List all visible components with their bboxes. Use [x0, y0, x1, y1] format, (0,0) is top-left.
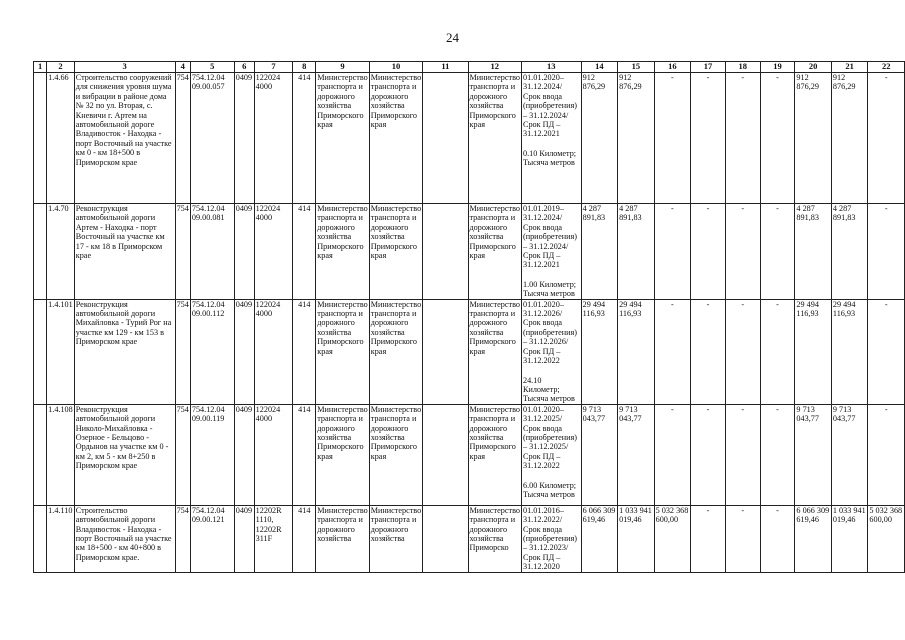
cell-amount: 29 494 116,93 — [581, 299, 617, 404]
cell-empty — [423, 404, 468, 505]
table-row — [34, 505, 905, 572]
cell-object-code: 754.12.04 09.00.121 — [190, 505, 234, 572]
cell-amount: 9 713 043,77 — [831, 404, 867, 505]
cell-section: 0409 — [234, 73, 254, 204]
cell-terms — [521, 505, 581, 572]
cell-amount: 1 033 941 019,46 — [618, 505, 654, 572]
table-row — [34, 299, 905, 404]
cell-amount: - — [725, 505, 760, 572]
cell-amount: 5 032 368 600,00 — [868, 505, 905, 572]
terms-dates: 01.01.2020–31.12.2024/ Срок ввода (приобретения) – 31.12.2024/ Срок ПД – 31.12.2021 — [522, 73, 578, 139]
cell-section: 0409 — [234, 404, 254, 505]
cell-amount: - — [725, 404, 760, 505]
col-header: 11 — [423, 62, 468, 73]
cell-target-item: 122024 4000 — [254, 404, 293, 505]
cell-amount: 912 876,29 — [795, 73, 831, 204]
cell-amount: 9 713 043,77 — [581, 404, 617, 505]
cell-customer: Министерство транспорта и дорожного хозяйства Приморского края — [316, 404, 369, 505]
cell-amount: 912 876,29 — [831, 73, 867, 204]
cell-amount: 29 494 116,93 — [795, 299, 831, 404]
cell-terms — [521, 404, 581, 505]
col-header: 13 — [521, 62, 581, 73]
cell-number — [34, 505, 47, 572]
cell-customer: Министерство транспорта и дорожного хозяйства Приморского края — [316, 73, 369, 204]
cell-amount: - — [868, 204, 905, 300]
cell-recipient: Министерство транспорта и дорожного хозяйства Приморского края — [468, 73, 521, 204]
cell-object-name: Реконструкция автомобильной дороги Николо-Михайловка - Озерное - Бельцово - Ордынов на участке км 0 - км 2, км 5 - км 8+250 в Приморском крае — [74, 404, 175, 505]
cell-developer: Министерство транспорта и дорожного хозяйства Приморского края — [369, 73, 422, 204]
terms-dates: 01.01.2019–31.12.2024/ Срок ввода (приобретения) – 31.12.2024/ Срок ПД – 31.12.2021 — [522, 204, 578, 270]
cell-amount: - — [868, 73, 905, 204]
cell-expense-type: 414 — [293, 73, 316, 204]
col-header: 20 — [795, 62, 831, 73]
cell-number — [34, 299, 47, 404]
terms-dates: 01.01.2016–31.12.2022/ Срок ввода (приобретения) – 31.12.2023/ Срок ПД – 31.12.2020 — [522, 505, 578, 572]
cell-code: 1.4.110 — [47, 505, 75, 572]
cell-expense-type: 414 — [293, 505, 316, 572]
terms-capacity: 6.00 Километр; Тысяча метров — [522, 480, 577, 499]
cell-empty — [423, 204, 468, 300]
budget-table — [33, 61, 905, 573]
col-header: 1 — [34, 62, 47, 73]
cell-amount: 912 876,29 — [581, 73, 617, 204]
terms-dates: 01.01.2020–31.12.2026/ Срок ввода (приобретения) – 31.12.2026/ Срок ПД – 31.12.2022 — [522, 299, 578, 366]
cell-amount: - — [760, 299, 795, 404]
col-header: 4 — [175, 62, 190, 73]
cell-object-code: 754.12.04 09.00.057 — [190, 73, 234, 204]
cell-amount: 9 713 043,77 — [795, 404, 831, 505]
header-row — [34, 62, 905, 73]
cell-terms — [521, 204, 581, 300]
cell-object-code: 754.12.04 09.00.112 — [190, 299, 234, 404]
page-number: 24 — [446, 30, 459, 45]
cell-amount: 4 287 891,83 — [581, 204, 617, 300]
cell-amount: 6 066 309 619,46 — [795, 505, 831, 572]
cell-amount: - — [691, 204, 726, 300]
cell-amount: - — [725, 299, 760, 404]
terms-dates: 01.01.2020–31.12.2025/ Срок ввода (приобретения) – 31.12.2025/ Срок ПД – 31.12.2022 — [522, 404, 578, 471]
col-header: 6 — [234, 62, 254, 73]
cell-developer: Министерство транспорта и дорожного хозяйства Приморского края — [369, 204, 422, 300]
cell-amount: - — [760, 404, 795, 505]
terms-capacity: 24.10 Километр; Тысяча метров — [522, 375, 575, 404]
cell-amount: 6 066 309 619,46 — [581, 505, 617, 572]
table-row — [34, 404, 905, 505]
cell-section: 0409 — [234, 204, 254, 300]
table-row — [34, 73, 905, 204]
cell-amount: 1 033 941 019,46 — [831, 505, 867, 572]
cell-amount: - — [760, 204, 795, 300]
terms-capacity: 1.00 Километр; Тысяча метров — [522, 279, 577, 299]
cell-code: 1.4.101 — [47, 299, 75, 404]
col-header: 21 — [831, 62, 867, 73]
cell-number — [34, 73, 47, 204]
cell-target-item: 122024 4000 — [254, 73, 293, 204]
cell-number — [34, 404, 47, 505]
cell-code: 1.4.70 — [47, 204, 75, 300]
cell-amount: 912 876,29 — [618, 73, 654, 204]
cell-object-name: Реконструкция автомобильной дороги Михайловка - Турий Рог на участке км 129 - км 153 в Приморском крае — [74, 299, 175, 404]
col-header: 9 — [316, 62, 369, 73]
terms-capacity: 0.10 Километр; Тысяча метров — [522, 148, 577, 168]
cell-terms — [521, 73, 581, 204]
cell-expense-type: 414 — [293, 404, 316, 505]
col-header: 17 — [691, 62, 726, 73]
cell-amount: - — [760, 505, 795, 572]
col-header: 19 — [760, 62, 795, 73]
col-header: 16 — [654, 62, 690, 73]
cell-empty — [423, 505, 468, 572]
cell-expense-type: 414 — [293, 299, 316, 404]
cell-amount: - — [691, 73, 726, 204]
cell-section: 0409 — [234, 299, 254, 404]
cell-recipient: Министерство транспорта и дорожного хозяйства Приморско — [468, 505, 521, 572]
cell-amount: 4 287 891,83 — [618, 204, 654, 300]
cell-section: 0409 — [234, 505, 254, 572]
cell-grbs: 754 — [175, 299, 190, 404]
col-header: 2 — [47, 62, 75, 73]
table-row — [34, 204, 905, 300]
cell-amount: - — [654, 299, 690, 404]
col-header: 15 — [618, 62, 654, 73]
cell-amount: 9 713 043,77 — [618, 404, 654, 505]
cell-amount: 29 494 116,93 — [618, 299, 654, 404]
cell-code: 1.4.66 — [47, 73, 75, 204]
cell-developer: Министерство транспорта и дорожного хозяйства Приморского края — [369, 299, 422, 404]
cell-amount: - — [868, 299, 905, 404]
cell-amount: - — [760, 73, 795, 204]
cell-number — [34, 204, 47, 300]
cell-amount: 5 032 368 600,00 — [654, 505, 690, 572]
cell-terms — [521, 299, 581, 404]
cell-amount: - — [691, 505, 726, 572]
cell-amount: - — [654, 204, 690, 300]
cell-amount: 4 287 891,83 — [795, 204, 831, 300]
col-header: 22 — [868, 62, 905, 73]
cell-recipient: Министерство транспорта и дорожного хозяйства Приморского края — [468, 404, 521, 505]
col-header: 5 — [190, 62, 234, 73]
cell-object-name: Строительство сооружений для снижения уровня шума и вибрации в районе дома № 32 по ул. Вторая, с. Кневичи г. Артем на автомобильной дороге Владивосток - Находка - порт Восточный на участке км 0 - км 18+500 в Приморском крае — [74, 73, 175, 204]
cell-amount: 4 287 891,83 — [831, 204, 867, 300]
cell-amount: - — [725, 204, 760, 300]
col-header: 8 — [293, 62, 316, 73]
cell-object-code: 754.12.04 09.00.119 — [190, 404, 234, 505]
cell-amount: - — [725, 73, 760, 204]
cell-target-item: 122024 4000 — [254, 299, 293, 404]
cell-amount: - — [654, 404, 690, 505]
cell-grbs: 754 — [175, 404, 190, 505]
cell-empty — [423, 299, 468, 404]
cell-customer: Министерство транспорта и дорожного хозяйства Приморского края — [316, 299, 369, 404]
cell-target-item: 122024 4000 — [254, 204, 293, 300]
cell-object-code: 754.12.04 09.00.081 — [190, 204, 234, 300]
col-header: 12 — [468, 62, 521, 73]
cell-expense-type: 414 — [293, 204, 316, 300]
cell-customer: Министерство транспорта и дорожного хозяйства Приморского края — [316, 204, 369, 300]
cell-code: 1.4.108 — [47, 404, 75, 505]
col-header: 18 — [725, 62, 760, 73]
cell-grbs: 754 — [175, 204, 190, 300]
cell-developer: Министерство транспорта и дорожного хозяйства Приморского края — [369, 404, 422, 505]
cell-customer: Министерство транспорта и дорожного хозяйства — [316, 505, 369, 572]
col-header: 14 — [581, 62, 617, 73]
cell-recipient: Министерство транспорта и дорожного хозяйства Приморского края — [468, 204, 521, 300]
cell-amount: - — [691, 404, 726, 505]
cell-grbs: 754 — [175, 505, 190, 572]
cell-grbs: 754 — [175, 73, 190, 204]
col-header: 10 — [369, 62, 422, 73]
col-header: 7 — [254, 62, 293, 73]
col-header: 3 — [74, 62, 175, 73]
cell-recipient: Министерство транспорта и дорожного хозяйства Приморского края — [468, 299, 521, 404]
cell-developer: Министерство транспорта и дорожного хозяйства — [369, 505, 422, 572]
cell-amount: - — [654, 73, 690, 204]
cell-amount: - — [868, 404, 905, 505]
cell-object-name: Строительство автомобильной дороги Владивосток - Находка - порт Восточный на участке км 18+500 - км 40+800 в Приморском крае. — [74, 505, 175, 572]
cell-amount: 29 494 116,93 — [831, 299, 867, 404]
cell-object-name: Реконструкция автомобильной дороги Артем - Находка - порт Восточный на участке км 17 - км 18 в Приморском крае — [74, 204, 175, 300]
cell-target-item: 12202R 1110, 12202R 311F — [254, 505, 293, 572]
cell-amount: - — [691, 299, 726, 404]
cell-empty — [423, 73, 468, 204]
